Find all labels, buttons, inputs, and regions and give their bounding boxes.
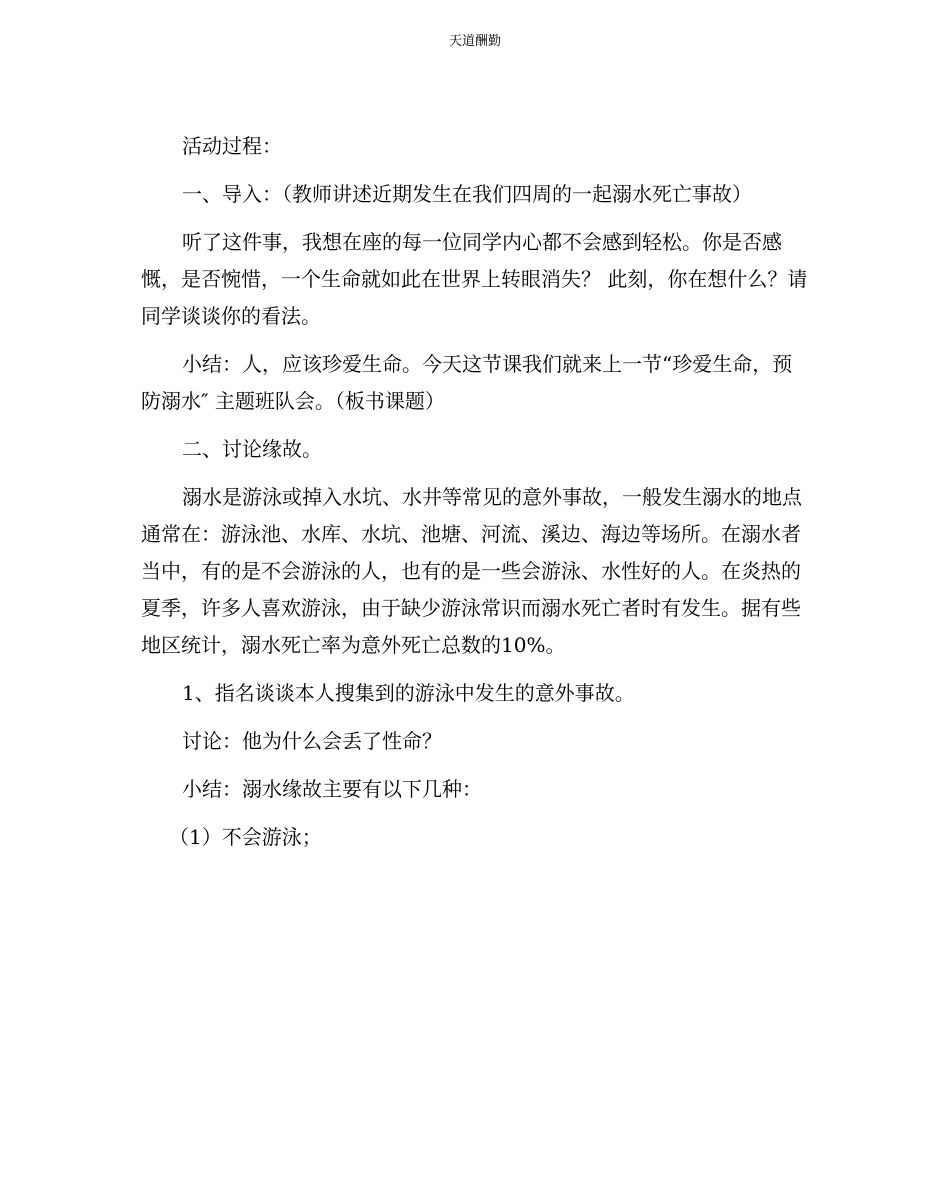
paragraph-reflection: 听了这件事，我想在座的每一位同学内心都不会感到轻松。你是否感慨，是否惋惜，一个生命就如此在世界上转眼消失？ 此刻，你在想什么？请同学谈谈你的看法。: [141, 230, 808, 328]
document-body: [141, 128, 811, 867]
list-item-cannot-swim: （1）不会游泳；: [169, 825, 322, 849]
section-heading-discuss-causes: 二、讨论缘故。: [182, 437, 322, 461]
paragraph-summary-cherish-life: 小结：人，应该珍爱生命。今天这节课我们就来上一节“珍爱生命，预防溺水″ 主题班队会。（板书课题）: [141, 352, 793, 413]
page-header: 天道酬勤: [448, 34, 501, 49]
paragraph-discussion-question: 讨论：他为什么会丢了性命？: [182, 729, 442, 753]
paragraph-drowning-facts: 溺水是游泳或掉入水坑、水井等常见的意外事故，一般发生溺水的地点通常在：游泳池、水库、水坑、池塘、河流、溪边、海边等场所。在溺水者当中，有的是不会游泳的人，也有的是一些会游泳、水性好的人。在炎热的夏季，许多人喜欢游泳，由于缺少游泳常识而溺水死亡者时有发生。据有些地区统计，溺水死亡率为意外死亡总数的10%。: [141, 485, 802, 657]
section-heading-introduction: 一、导入：（教师讲述近期发生在我们四周的一起溺水死亡事故）: [182, 182, 752, 206]
paragraph-summary-causes: 小结：溺水缘故主要有以下几种：: [182, 777, 482, 801]
paragraph-item-1: 1、指名谈谈本人搜集到的游泳中发生的意外事故。: [182, 681, 635, 705]
section-heading-activity-process: 活动过程：: [182, 134, 282, 158]
